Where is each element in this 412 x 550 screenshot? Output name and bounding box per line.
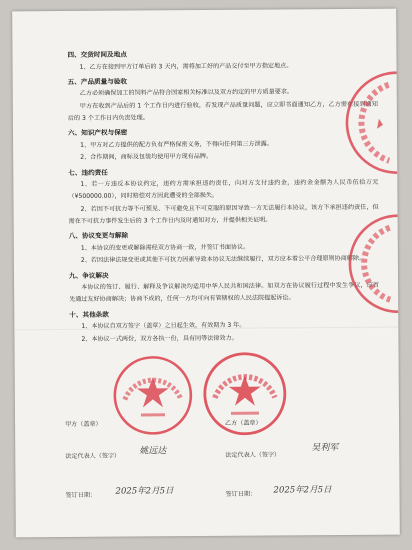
section-paragraph: 1、本协议自双方签字（盖章）之日起生效，有效期为 3 年。 (81, 322, 246, 331)
section-paragraph: 2、合作期间，商标及包装均使用甲方现有品牌。 (80, 153, 213, 162)
rep-b-signature: 吴利军 (311, 443, 339, 454)
section-heading: 九、争议解决 (68, 271, 109, 280)
section-paragraph: 乙方必须确保加工的饲料产品符合国家相关标准以及双方约定的甲方质量要求。 (79, 88, 294, 98)
section-paragraph: 2、若因法律法规变更或其他不可抗力因素导致本协议无法继续履行，双方应本着公平合理原则协商解除。 (80, 255, 366, 265)
section-paragraph: 1、乙方在接到甲方订单后的 3 天内，需将加工好的产品交付至甲方指定地点。 (79, 61, 293, 71)
party-a-label: 甲方（盖章） (65, 420, 102, 428)
section-paragraph: 本协议的签订、履行、解释及争议解决均适用中华人民共和国法律。如双方在协议履行过程中发生争议，应首先通过友好协商解决；协商不成的，任何一方均可向有管辖权的人民法院提起诉讼。 (69, 281, 380, 304)
section-heading: 四、交货时间及地点 (67, 50, 127, 59)
section-heading: 七、违约责任 (68, 168, 108, 177)
date-b-handwriting: 2025年2月5日 (273, 485, 332, 496)
section-heading: 八、协议变更与解除 (68, 231, 129, 241)
section-heading: 十、其他条款 (69, 310, 109, 319)
section-paragraph: 1、若一方违反本协议约定，违约方需承担违约责任，向对方支付违约金，违约金金额为人民币伍拾万元（¥500000.00），同时赔偿对方因此遭受的全部损失。 (68, 178, 379, 201)
section-heading: 六、知识产权与保密 (67, 128, 128, 138)
section-paragraph: 1、本协议的变更或解除需经双方协商一致，并签订书面协议。 (80, 243, 250, 252)
section-heading: 五、产品质量与验收 (67, 77, 128, 86)
date-a-label: 签订日期： (65, 491, 97, 499)
section-paragraph: 1、甲方对乙方提供的配方负有严格保密义务，不得向任何第三方泄露。 (80, 140, 273, 149)
margin-riding-seal-top (331, 69, 398, 179)
date-a-handwriting: 2025年2月5日 (115, 486, 174, 497)
party-b-seal-stamp (201, 349, 290, 438)
section-paragraph: 甲方在收到产品后的 1 个工作日内进行验收，若发现产品质量问题，应立即书面通知乙方，乙方需在接到通知后的 3 个工作日内负责处理。 (67, 100, 378, 123)
rep-a-label: 法定代表人（签字） (65, 452, 121, 460)
rep-a-signature: 姚远达 (139, 446, 167, 457)
party-b-label: 乙方（盖章） (225, 419, 262, 427)
section-paragraph: 2、本协议一式两份，双方各执一份，具有同等法律效力。 (81, 334, 238, 343)
section-paragraph: 2、若因不可抗力等不可预见、不可避免且不可克服的原因导致一方无法履行本协议，该方不承担违约责任，但需在不可抗力事件发生后的 3 个工作日内及时通知对方，并提供相关证明。 (68, 203, 379, 226)
contract-page (12, 9, 400, 538)
party-a-seal-stamp (111, 353, 196, 438)
date-b-label: 签订日期： (225, 490, 257, 498)
margin-riding-seal-bottom (332, 214, 399, 314)
rep-b-label: 法定代表人（签字） (225, 451, 281, 459)
